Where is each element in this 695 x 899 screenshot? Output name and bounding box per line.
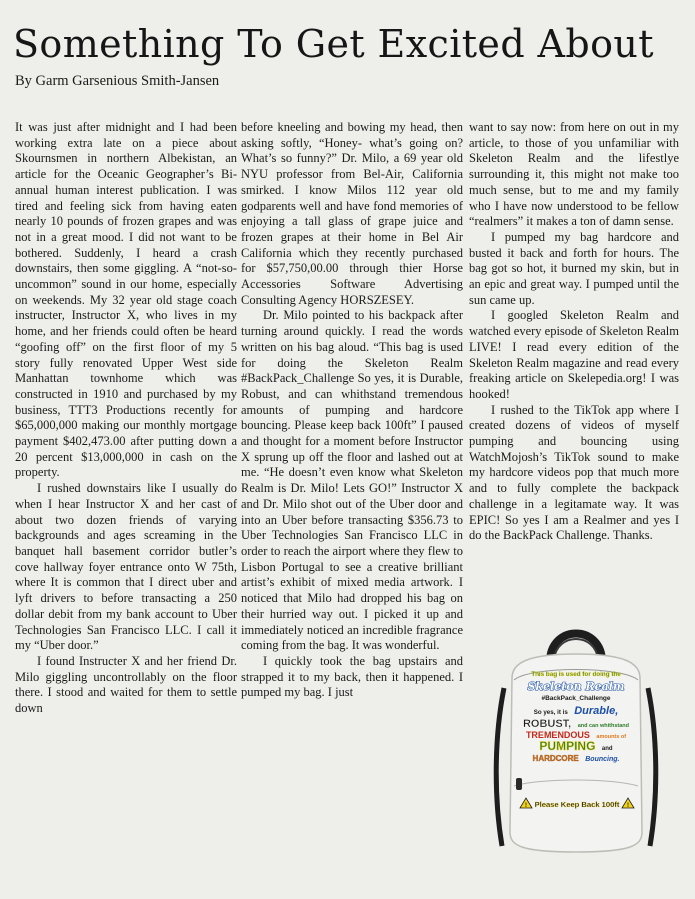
bag-print-line: Skeleton Realm	[527, 680, 625, 693]
backpack-strap-right	[648, 688, 656, 846]
paragraph: I found Instructer X and her friend Dr. Milo giggling uncontrollably on the floor there. I stood and waited for them to settle down	[15, 653, 237, 716]
paragraph: It was just after midnight and I had been working extra late on a piece about Skournsmen in northern Albekistan, an article for the Oceanic Geographer’s Bi-annual human interest publication. I was tired and feeling sick from having eaten nearly 10 pounds of frozen grapes and was not in a great mood. I did not want to be bothered. Suddenly, I heard a crash downstairs, then some giggling. A “not-so-uncommon” sound in our home, especially on weekends. My 32 year old stage coach instructer, Instructor X, who lives in my home, and her friends could often be heard “goofing off” on the first floor of my 5 story fully renovated Upper West side Manhattan townhome which was constructed in 1910 and purchased by my business, TTT3 Productions recently for $65,000,000 making our monthly mortgage payment $402,473.00 after putting down a 20 percent $13,000,000 in cash on the property.	[15, 120, 237, 480]
article-title: Something To Get Excited About	[13, 22, 654, 66]
bag-print-line: #BackPack_Challenge	[541, 695, 611, 702]
paragraph: I quickly took the bag upstairs and strapped it to my back, then it happened. I pumped my bag. I just	[241, 653, 463, 700]
paragraph: I rushed downstairs like I usually do when I hear Instructor X and her cast of about two dozen friends of varying backgrounds and ages screaming in the banquet hall basement corridor butler’s cove hallway foyer entrance onto W 75th, where It is common that I direct uber and lyft drivers to before transacting a 250 dollar debit from my bank account to Uber Technologies San Francisco LLC. I call it my “Uber door.”	[15, 481, 237, 653]
article-column-3	[469, 120, 679, 544]
svg-text:!: !	[627, 803, 629, 809]
article-byline: By Garm Garsenious Smith-Jansen	[15, 73, 220, 89]
bag-print-line: ROBUST, and can whithstand	[522, 718, 630, 730]
bag-warning-text: Please Keep Back 100ft	[534, 800, 620, 809]
paragraph: I pumped my bag hardcore and busted it back and forth for hours. The bag got so hot, it burned my skin, but in an epic and great way. I pumped until the sun came up.	[469, 229, 679, 307]
backpack-strap-left	[496, 688, 504, 846]
paragraph: before kneeling and bowing my head, then asking softly, “Honey- what’s going on? What’s so funny?” Dr. Milo, a 69 year old NYU professor from Bel-Air, California smirked. I know Milos 112 year old godparents well and have fond memories of enjoying a tall glass of grape juice and frozen grapes at their home in Bel Air California which they recently purchased for $57,750,00.00 through thier Horse Accessories Software Advertising Consulting Agency HORSZESEY.	[241, 120, 463, 307]
bag-print-line: TREMENDOUS amounts of	[525, 730, 627, 740]
paragraph: I googled Skeleton Realm and watched every episode of Skeleton Realm LIVE! I read every edition of the Skeleton Realm magazine and read every freaking article on Skelepedia.org! I was hooked!	[469, 308, 679, 401]
backpack-image	[490, 618, 662, 856]
paragraph: I rushed to the TikTok app where I created dozens of videos of myself pumping and bouncing using WatchMojosh’s TikTok sound to make my hardcore videos pop that much more and to fully complete the backpack challenge in a legitamate way. It was EPIC! So yes I am a Realmer and yes I do the BackPack Challenge. Thanks.	[469, 402, 679, 543]
bag-print-line: HARDCORE Bouncing.	[532, 754, 620, 763]
bag-print-line: This bag is used for doing the	[531, 671, 621, 678]
svg-text:!: !	[525, 803, 527, 809]
bag-print-line: So yes, it is Durable,	[533, 705, 619, 717]
paragraph: Dr. Milo pointed to his backpack after turning around quickly. I read the words written on his bag aloud. “This bag is used for doing the Skeleton Realm #BackPack_Challenge So yes, it is Durable, Robust, and can whithstand tremendous amounts of pumping and hardcore bouncing. Please keep back 100ft” I paused and thought for a moment before Instructor X sprung up off the floor and lashed out at me. “He doesn’t even know what Skeleton Realm is Dr. Milo! Lets GO!” Instructor X and Dr. Milo shot out of the Uber door and into an Uber before transacting $356.73 to Uber Technologies San Francisco LLC in order to reach the airport where they flew to Lisbon Portugal to see a creative brilliant artist’s exhibit of mixed media artwork. I noticed that Milo had dropped his bag on their hurried way out. I picked it up and immediately noticed an incredible fragrance coming from the bag. It was wonderful.	[241, 308, 463, 653]
bag-print-line: PUMPING and	[539, 739, 613, 753]
article-column-1	[15, 120, 237, 717]
article-column-2	[241, 120, 463, 701]
paragraph: want to say now: from here on out in my article, to those of you unfamiliar with Skeleton Realm and the lifestlye surrounding it, this might not make too much sense, but to me and my family who I have now understood to be fellow “realmers” it makes a ton of damn sense.	[469, 120, 679, 229]
